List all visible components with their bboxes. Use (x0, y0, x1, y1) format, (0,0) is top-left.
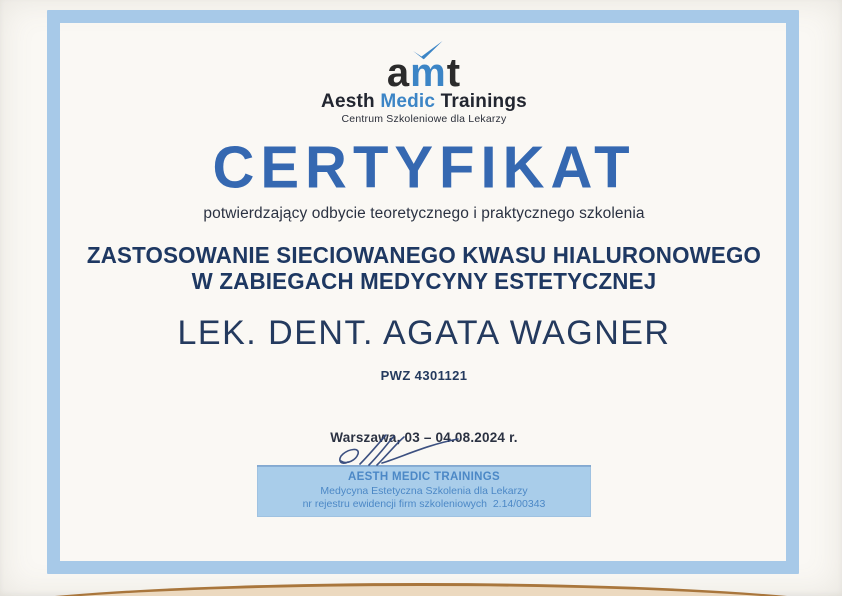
place-and-date: Warszawa, 03 – 04.08.2024 r. (330, 430, 518, 446)
footer-org-description: Medycyna Estetyczna Szkolenia dla Lekarzy (320, 484, 528, 497)
course-title-line1: ZASTOSOWANIE SIECIOWANEGO KWASU HIALURONOWEGO (86, 241, 762, 268)
recipient-name: LEK. DENT. AGATA WAGNER (177, 314, 671, 353)
org-name-part3: Trainings (440, 90, 527, 112)
checkmark-icon (410, 40, 445, 60)
license-number: PWZ 4301121 (380, 368, 468, 384)
footer-registry-number: nr rejestru ewidencji firm szkoleniowych 2.14/00343 (302, 498, 546, 511)
org-name-part2: Medic (380, 90, 436, 112)
course-title-line2: W ZABIEGACH MEDYCYNY ESTETYCZNEJ (191, 268, 657, 295)
logo-mark (386, 51, 462, 95)
logo-letter-m: m (410, 51, 447, 95)
course-title (81, 242, 767, 295)
footer-org-name: AESTH MEDIC TRAININGS (348, 471, 500, 484)
certificate-title: CERTYFIKAT (212, 134, 636, 201)
org-name-part1: Aesth (321, 90, 375, 112)
footer-registry-box (257, 465, 591, 517)
org-subtitle: Centrum Szkoleniowe dla Lekarzy (341, 112, 507, 125)
table-edge (0, 583, 842, 596)
logo-letter-t: t (446, 51, 462, 95)
certificate-subtitle: potwierdzający odbycie teoretycznego i praktycznego szkolenia (203, 204, 645, 222)
logo-letter-a: a (386, 51, 411, 95)
certificate-content (63, 25, 785, 560)
logo (63, 51, 785, 95)
